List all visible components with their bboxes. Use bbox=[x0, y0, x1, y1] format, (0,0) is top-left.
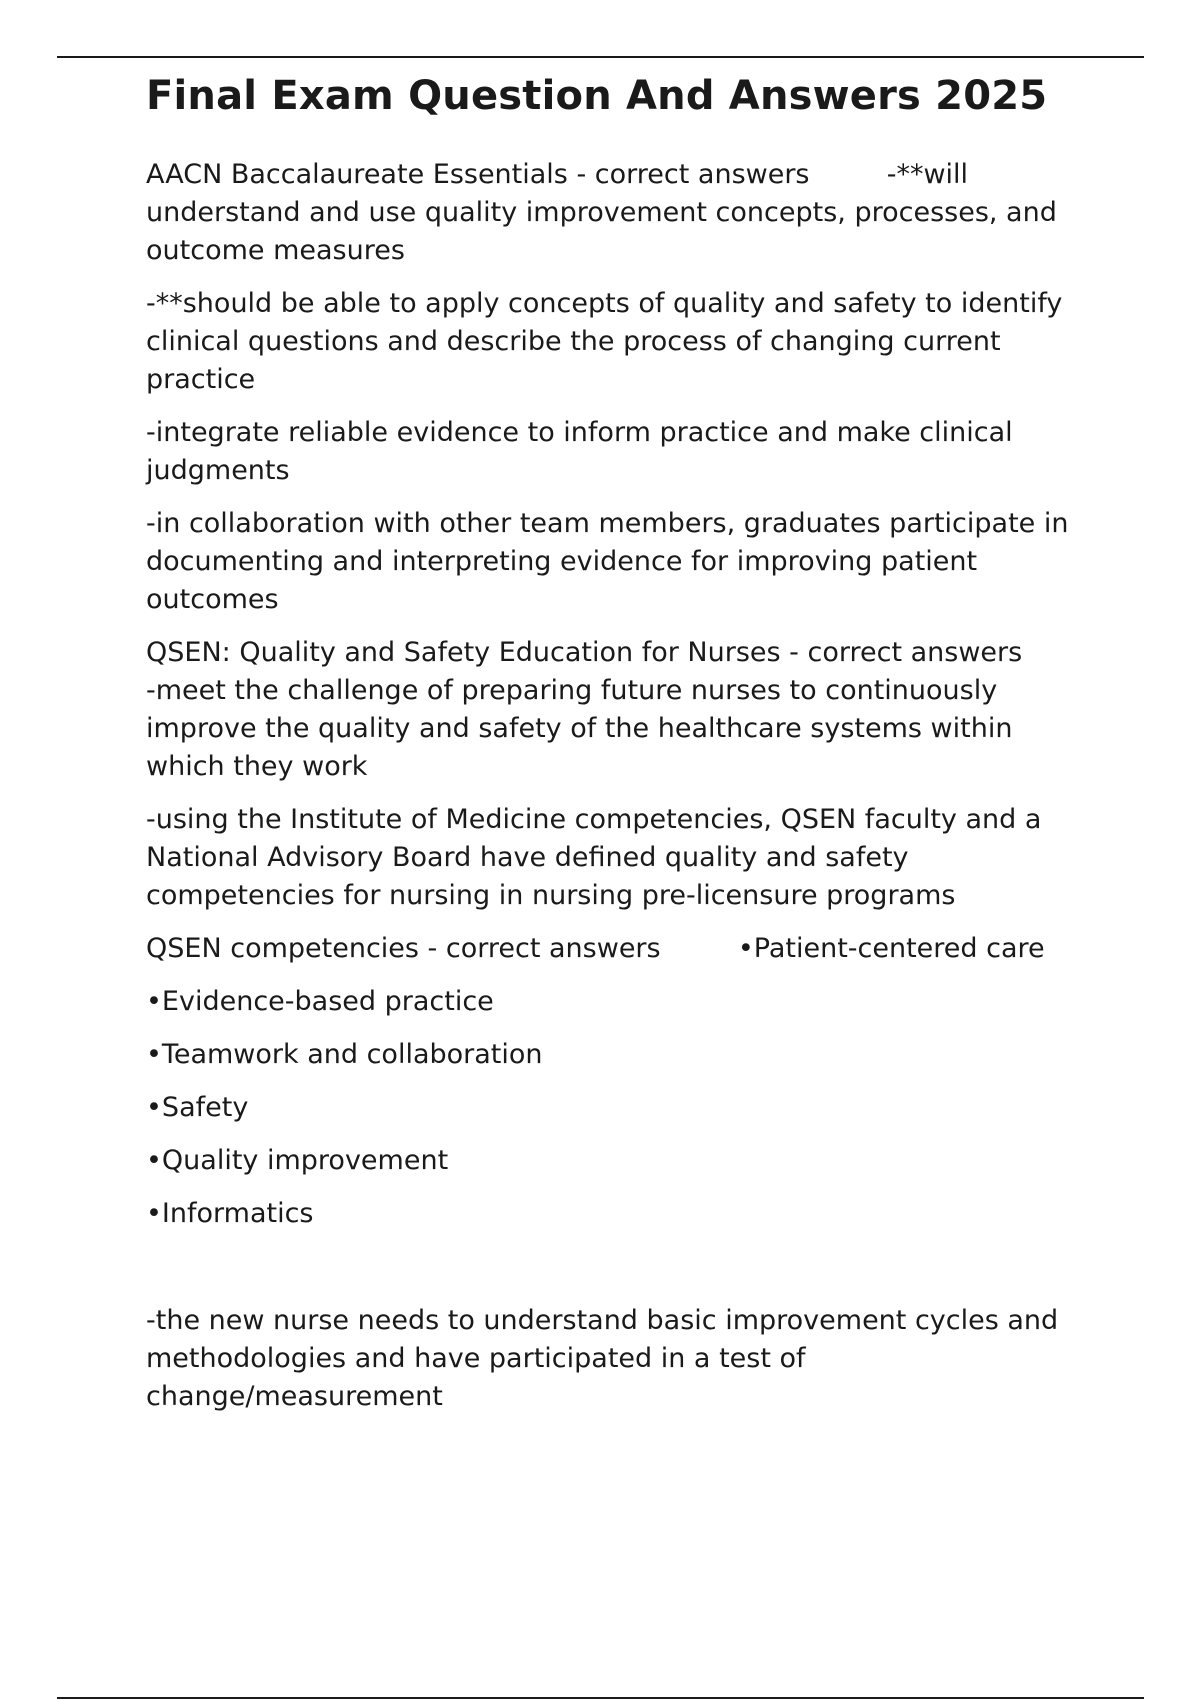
bullet-informatics: •Informatics bbox=[146, 1198, 314, 1229]
document-title: Final Exam Question And Answers 2025 bbox=[146, 73, 1048, 119]
paragraph-apply-concepts: -**should be able to apply concepts of quality and safety to identify clinical questions and describe the process of changing current practice bbox=[146, 288, 1071, 395]
document-body bbox=[146, 156, 1100, 1416]
paragraph-aacn-essentials: AACN Baccalaureate Essentials - correct answers -**will understand and use quality improvement concepts, processes, and outcome measures bbox=[146, 159, 1066, 266]
bullet-evidence-based-practice: •Evidence-based practice bbox=[146, 986, 494, 1017]
top-rule bbox=[57, 56, 1144, 58]
paragraph-improvement-cycles: -the new nurse needs to understand basic improvement cycles and methodologies and have participated in a test of change/measurement bbox=[146, 1305, 1067, 1412]
bottom-rule bbox=[57, 1697, 1144, 1699]
paragraph-collaboration: -in collaboration with other team members, graduates participate in documenting and interpreting evidence for improving patient outcomes bbox=[146, 508, 1078, 615]
bullet-safety: •Safety bbox=[146, 1092, 249, 1123]
blank-spacer bbox=[146, 1248, 1091, 1302]
bullet-teamwork: •Teamwork and collaboration bbox=[146, 1039, 543, 1070]
paragraph-integrate-evidence: -integrate reliable evidence to inform practice and make clinical judgments bbox=[146, 417, 1022, 486]
bullet-quality-improvement: •Quality improvement bbox=[146, 1145, 449, 1176]
document-content bbox=[146, 70, 1100, 1431]
paragraph-qsen-competencies: QSEN competencies - correct answers •Patient-centered care bbox=[146, 933, 1045, 964]
paragraph-qsen-definition: QSEN: Quality and Safety Education for Nurses - correct answers -meet the challenge of preparing future nurses to continuously improve the quality and safety of the healthcare systems within which they work bbox=[146, 637, 1100, 782]
paragraph-iom-competencies: -using the Institute of Medicine competencies, QSEN faculty and a National Advisory Board have defined quality and safety competencies for nursing in nursing pre-licensure programs bbox=[146, 804, 1050, 911]
